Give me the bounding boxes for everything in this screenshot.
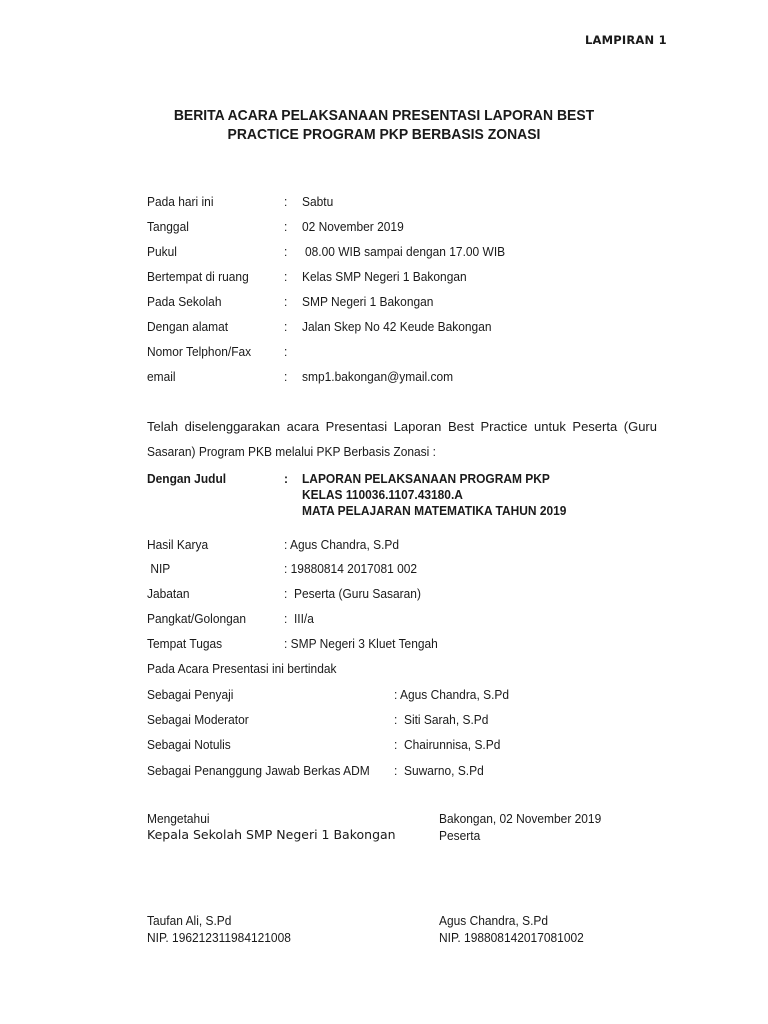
sign-right-name: Agus Chandra, S.Pd <box>439 913 549 928</box>
karya-value: : SMP Negeri 3 Kluet Tengah <box>284 636 438 651</box>
info-value: Jalan Skep No 42 Keude Bakongan <box>302 319 492 334</box>
info-value: 02 November 2019 <box>302 219 404 234</box>
karya-label: Tempat Tugas <box>147 636 223 651</box>
info-label: Dengan alamat <box>147 319 229 334</box>
judul-sep: : <box>284 471 288 486</box>
acara-intro: Pada Acara Presentasi ini bertindak <box>147 661 337 676</box>
info-label: Tanggal <box>147 219 189 234</box>
sign-left-nip: NIP. 196212311984121008 <box>147 930 291 945</box>
peran-label: Sebagai Penyaji <box>147 687 234 702</box>
title-line-1: BERITA ACARA PELAKSANAAN PRESENTASI LAPORAN BEST <box>173 107 595 124</box>
peran-value: : Agus Chandra, S.Pd <box>394 687 510 702</box>
karya-value: : Agus Chandra, S.Pd <box>284 537 400 552</box>
info-value: SMP Negeri 1 Bakongan <box>302 294 434 309</box>
info-label: Pada hari ini <box>147 194 214 209</box>
info-label: Bertempat di ruang <box>147 269 249 284</box>
info-sep: : <box>284 369 288 384</box>
title-line-2: PRACTICE PROGRAM PKP BERBASIS ZONASI <box>227 126 541 143</box>
info-label: Pada Sekolah <box>147 294 222 309</box>
karya-label: Hasil Karya <box>147 537 209 552</box>
judul-line-3: MATA PELAJARAN MATEMATIKA TAHUN 2019 <box>302 503 567 518</box>
info-value: smp1.bakongan@ymail.com <box>302 369 454 384</box>
info-value: Kelas SMP Negeri 1 Bakongan <box>302 269 467 284</box>
karya-value: : III/a <box>284 611 314 626</box>
paragraph-line-1: Telah diselenggarakan acara Presentasi Laporan Best Practice untuk Peserta (Guru <box>147 419 657 434</box>
peran-value: : Siti Sarah, S.Pd <box>394 712 489 727</box>
peran-label: Sebagai Notulis <box>147 737 231 752</box>
attachment-label: LAMPIRAN 1 <box>585 33 667 47</box>
judul-line-2: KELAS 110036.1107.43180.A <box>302 487 463 502</box>
peran-label: Sebagai Penanggung Jawab Berkas ADM <box>147 763 370 778</box>
sign-right-line-1: Bakongan, 02 November 2019 <box>439 811 602 826</box>
info-sep: : <box>284 319 288 334</box>
sign-left-line-2: Kepala Sekolah SMP Negeri 1 Bakongan <box>147 827 396 842</box>
sign-right-line-2: Peserta <box>439 828 481 843</box>
judul-line-1: LAPORAN PELAKSANAAN PROGRAM PKP <box>302 471 550 486</box>
sign-left-line-1: Mengetahui <box>147 811 210 826</box>
sign-right-nip: NIP. 198808142017081002 <box>439 930 584 945</box>
peran-label: Sebagai Moderator <box>147 712 249 727</box>
info-sep: : <box>284 219 288 234</box>
judul-label: Dengan Judul <box>147 471 227 486</box>
karya-label: Pangkat/Golongan <box>147 611 247 626</box>
paragraph-line-2: Sasaran) Program PKB melalui PKP Berbasis Zonasi : <box>147 444 436 459</box>
karya-value: : 19880814 2017081 002 <box>284 561 418 576</box>
info-label: Pukul <box>147 244 177 259</box>
info-value: 08.00 WIB sampai dengan 17.00 WIB <box>305 244 506 259</box>
info-value: Sabtu <box>302 194 334 209</box>
peran-value: : Chairunnisa, S.Pd <box>394 737 501 752</box>
info-sep: : <box>284 294 288 309</box>
info-label: Nomor Telphon/Fax <box>147 344 252 359</box>
karya-value: : Peserta (Guru Sasaran) <box>284 586 421 601</box>
info-sep: : <box>284 194 288 209</box>
info-sep: : <box>284 344 288 359</box>
peran-value: : Suwarno, S.Pd <box>394 763 484 778</box>
karya-label: Jabatan <box>147 586 190 601</box>
karya-label: NIP <box>147 561 171 576</box>
sign-left-name: Taufan Ali, S.Pd <box>147 913 232 928</box>
info-sep: : <box>284 269 288 284</box>
info-sep: : <box>284 244 288 259</box>
info-label: email <box>147 369 176 384</box>
